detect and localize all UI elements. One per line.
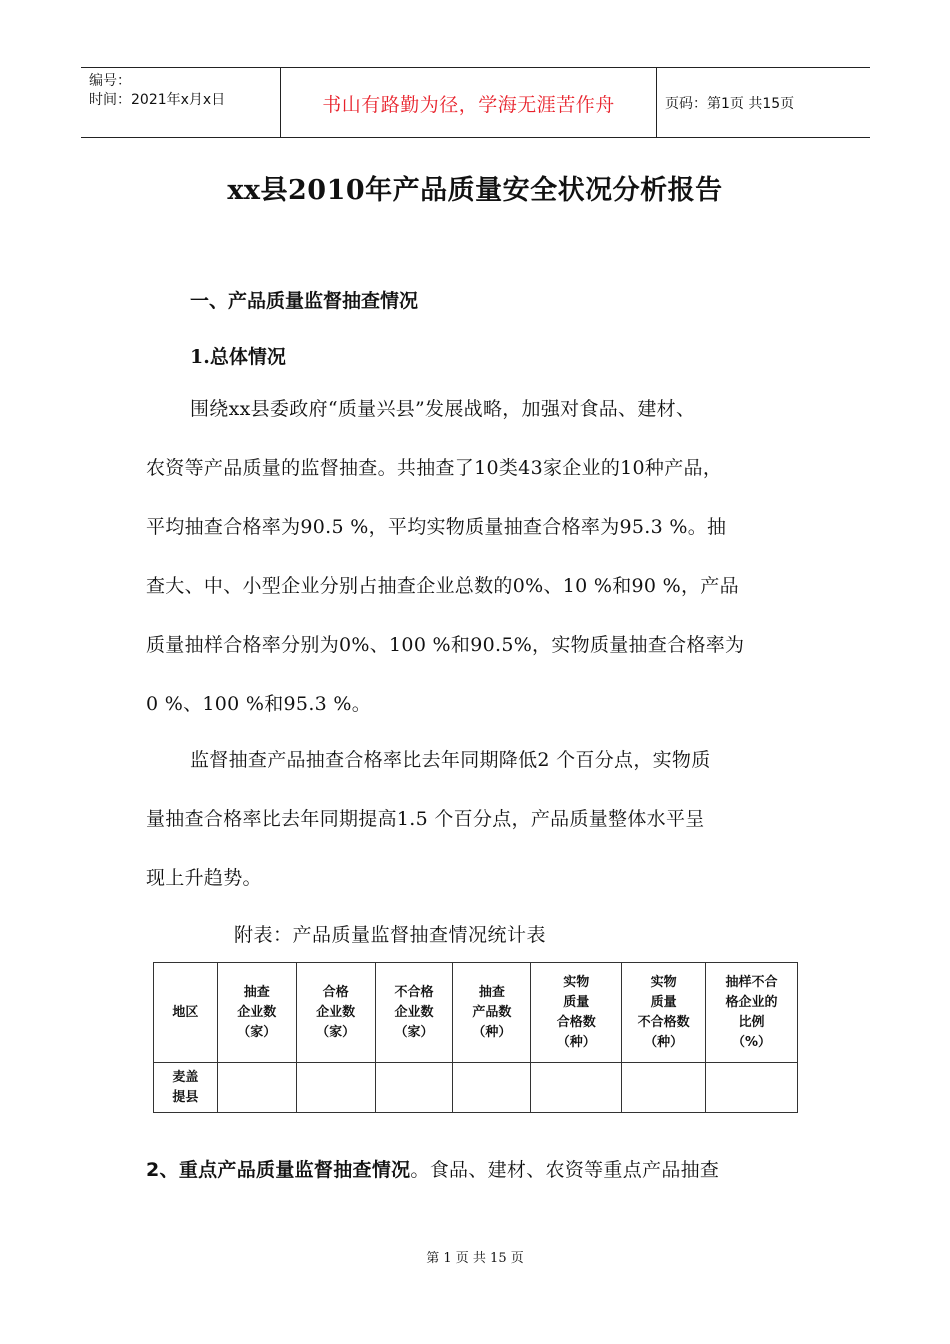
table-cell (453, 1063, 531, 1113)
header-cell-line: 不合格 (394, 984, 434, 1000)
paragraph-line: 围绕xx县委政府“质量兴县”发展战略，加强对食品、建材、 (190, 398, 696, 420)
table-header-cell (217, 963, 296, 1063)
table-header-cell (375, 963, 453, 1063)
header-cell-line: （种） (644, 1034, 684, 1050)
table-header-cell (622, 963, 706, 1063)
header-cell-line: 企业数 (237, 1004, 277, 1020)
document-header (81, 67, 870, 138)
paragraph-line: 查大、中、小型企业分别占抽查企业总数的0%、10 %和90 %，产品 (146, 575, 739, 597)
header-cell-line: 产品数 (472, 1004, 512, 1020)
header-cell-line: （种） (472, 1024, 512, 1040)
header-cell-line: 企业数 (316, 1004, 356, 1020)
paragraph-line: 监督抽查产品抽查合格率比去年同期降低2 个百分点，实物质 (190, 749, 711, 771)
table-header-cell (453, 963, 531, 1063)
time-label: 时间：2021年x月x日 (89, 92, 226, 108)
table-cell (622, 1063, 706, 1113)
paragraph-line: 质量抽样合格率分别为0%、100 %和90.5%，实物质量抽查合格率为 (146, 634, 745, 656)
paragraph-overall (146, 380, 812, 734)
header-cell-line: 格企业的 (725, 994, 778, 1010)
header-cell-line: 抽查 (478, 984, 505, 1000)
paragraph-line: 0 %、100 %和95.3 %。 (146, 693, 372, 715)
section-heading: 一、产品质量监督抽查情况 (190, 290, 419, 312)
sub-heading: 1.总体情况 (190, 346, 286, 368)
header-cell-line: 质量 (650, 994, 677, 1010)
table-row (154, 1063, 798, 1113)
header-cell-line: 比例 (738, 1014, 765, 1030)
paragraph-line: 量抽查合格率比去年同期提高1.5 个百分点，产品质量整体水平呈 (146, 808, 705, 830)
table-header-cell (154, 963, 218, 1063)
header-cell-line: 抽查 (243, 984, 270, 1000)
table-header-cell (706, 963, 798, 1063)
paragraph-line: 平均抽查合格率为90.5 %，平均实物质量抽查合格率为95.3 %。抽 (146, 516, 727, 538)
header-cell-line: 实物 (563, 974, 590, 990)
section-2-text: 。食品、建材、农资等重点产品抽查 (410, 1159, 720, 1181)
header-cell-line: （家） (316, 1024, 356, 1040)
header-cell-line: 合格 (322, 984, 349, 1000)
page-footer: 第 1 页 共 15 页 (426, 1251, 524, 1266)
table-body (154, 1063, 798, 1113)
table-cell: 麦盖 提县 (154, 1063, 218, 1113)
header-meta (81, 68, 281, 137)
header-page-info: 页码：第1页 共15页 (665, 95, 795, 112)
header-cell-line: 合格数 (556, 1014, 596, 1030)
header-cell-line: 地区 (172, 1004, 199, 1020)
header-cell-line: （%） (732, 1034, 772, 1050)
paragraph-line: 农资等产品质量的监督抽查。共抽查了10类43家企业的10种产品， (146, 457, 723, 479)
number-label: 编号： (89, 73, 131, 89)
header-cell-line: 抽样不合 (725, 974, 778, 990)
section-2-heading: 2、重点产品质量监督抽查情况 (146, 1159, 411, 1181)
table-cell (296, 1063, 375, 1113)
table-header-row (154, 963, 798, 1063)
header-cell-line: 不合格数 (637, 1014, 690, 1030)
header-cell-line: 实物 (650, 974, 677, 990)
header-cell-line: （家） (394, 1024, 434, 1040)
table-header-cell (531, 963, 622, 1063)
header-cell-line: 企业数 (394, 1004, 434, 1020)
table-cell (375, 1063, 453, 1113)
paragraph-line: 现上升趋势。 (146, 867, 262, 889)
table-cell (531, 1063, 622, 1113)
header-cell-line: 质量 (563, 994, 590, 1010)
table-cell (706, 1063, 798, 1113)
document-title: xx县2010年产品质量安全状况分析报告 (227, 175, 723, 206)
section-2-paragraph (146, 1155, 719, 1182)
statistics-table (153, 962, 798, 1113)
table-header-cell (296, 963, 375, 1063)
table-caption: 附表：产品质量监督抽查情况统计表 (234, 924, 547, 946)
header-motto: 书山有路勤为径，学海无涯苦作舟 (281, 68, 657, 137)
paragraph-trend (146, 731, 812, 908)
header-cell-line: （种） (556, 1034, 596, 1050)
table-cell (217, 1063, 296, 1113)
header-cell-line: （家） (237, 1024, 277, 1040)
